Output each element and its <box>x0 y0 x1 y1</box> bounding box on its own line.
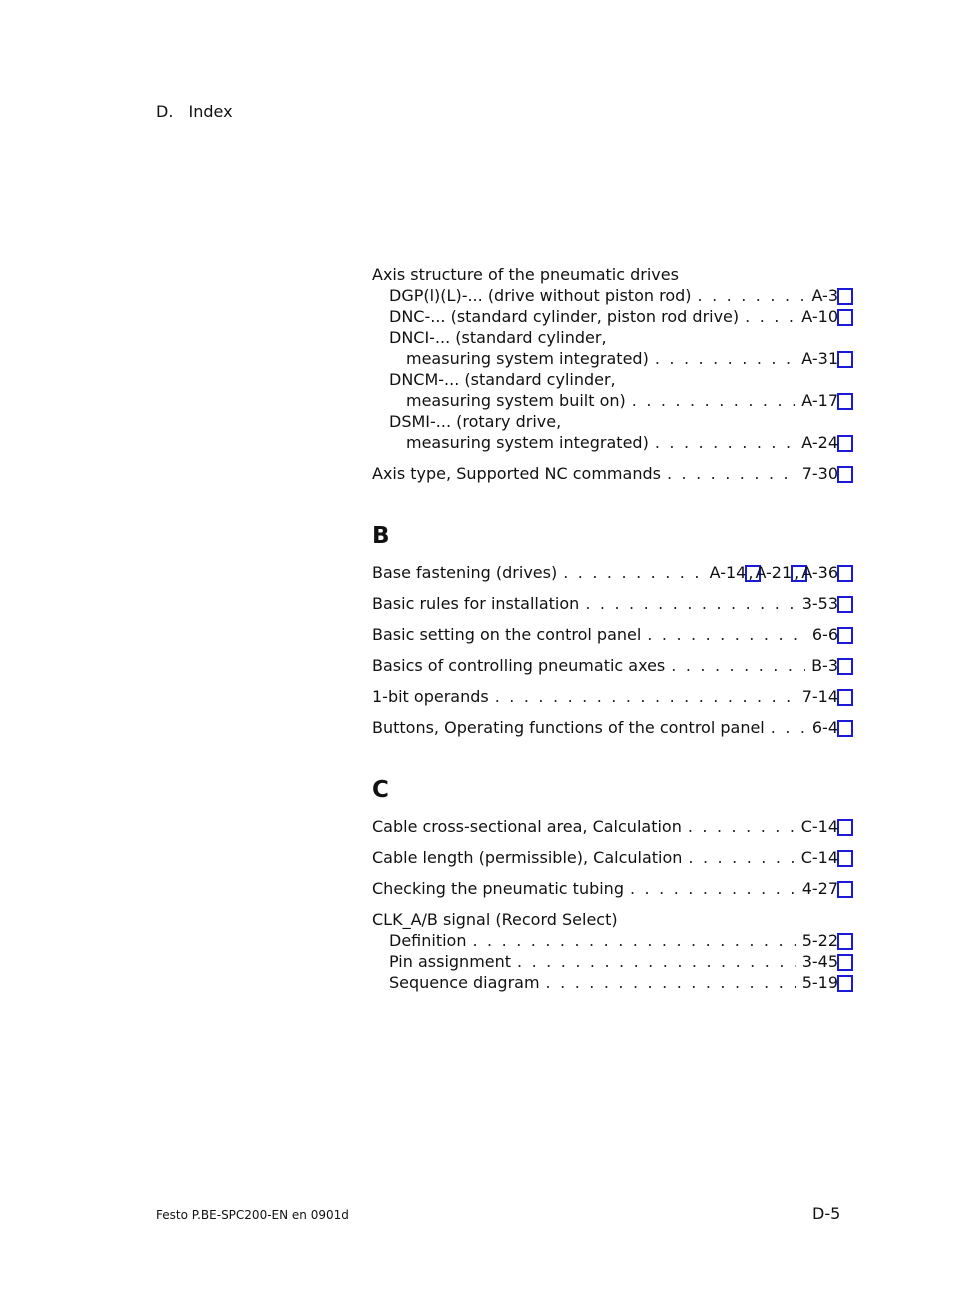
link-box <box>837 658 853 675</box>
page-ref-text: 5-22 <box>801 931 838 950</box>
index-line <box>372 285 852 306</box>
entry-gap <box>372 614 852 624</box>
page-ref-link[interactable] <box>801 847 838 868</box>
dot-leader <box>688 847 794 868</box>
section-title: Index <box>188 102 233 121</box>
footer-publisher: Festo P.BE-SPC200-EN en 0901d <box>156 1208 349 1222</box>
entry-text: Axis type, Supported NC commands <box>372 464 661 483</box>
index-section <box>372 764 852 1003</box>
entry-gap <box>372 707 852 717</box>
entry-gap <box>372 453 852 463</box>
page-ref-text: C-14 <box>800 848 838 867</box>
page-refs <box>710 562 838 583</box>
entry-gap <box>372 837 852 847</box>
entry-text: measuring system built on) <box>406 391 626 410</box>
dot-leader <box>517 951 796 972</box>
page-ref-text: B-3 <box>811 656 838 675</box>
page-ref-link[interactable] <box>812 717 838 738</box>
dot-leader <box>472 930 795 951</box>
page-refs <box>801 348 838 369</box>
entry-text: CLK_A/B signal (Record Select) <box>372 910 618 929</box>
dot-leader <box>698 285 806 306</box>
page-refs <box>811 655 838 676</box>
running-header <box>156 102 233 121</box>
index-entry <box>372 562 852 583</box>
dot-leader <box>771 717 806 738</box>
page-ref-text: 5-19 <box>801 973 838 992</box>
page-refs <box>811 285 838 306</box>
link-box <box>837 309 853 326</box>
dot-leader <box>585 593 795 614</box>
index-line <box>372 562 852 583</box>
index-line <box>372 816 852 837</box>
page-ref-text: A-24 <box>801 433 838 452</box>
page-ref-text: 7-14 <box>801 687 838 706</box>
link-box <box>837 975 853 992</box>
entry-text: DNC-... (standard cylinder, piston rod drive) <box>389 307 740 326</box>
link-box <box>837 393 853 410</box>
index-line <box>372 686 852 707</box>
page-ref-text: A-3 <box>811 286 838 305</box>
link-box <box>837 881 853 898</box>
page-ref-link[interactable] <box>812 624 838 645</box>
page-refs <box>802 878 838 899</box>
entry-gap <box>372 738 852 748</box>
page-refs <box>801 390 838 411</box>
page-refs <box>812 624 838 645</box>
entry-gap <box>372 484 852 494</box>
page-refs <box>801 432 838 453</box>
page-ref-link[interactable] <box>811 285 838 306</box>
page-ref-text: 6-4 <box>811 718 838 737</box>
page-number: D-5 <box>812 1204 841 1223</box>
dot-leader <box>655 348 795 369</box>
ref-separator: , <box>748 563 754 582</box>
entry-text: DNCM-... (standard cylinder, <box>389 370 616 389</box>
entry-gap <box>372 868 852 878</box>
page-ref-link[interactable] <box>710 562 747 583</box>
page-refs <box>802 463 838 484</box>
index-entry <box>372 816 852 837</box>
entry-text: Basic rules for installation <box>372 594 580 613</box>
page-ref-link[interactable] <box>802 686 838 707</box>
index-line <box>372 264 852 285</box>
link-box <box>837 627 853 644</box>
page-ref-link[interactable] <box>802 593 838 614</box>
index-line <box>372 593 852 614</box>
index-line <box>372 717 852 738</box>
entry-gap <box>372 993 852 1003</box>
page-ref-link[interactable] <box>802 951 838 972</box>
link-box <box>837 351 853 368</box>
page-ref-text: A-17 <box>801 391 838 410</box>
index-section <box>372 510 852 748</box>
page-refs <box>801 816 838 837</box>
index-entry <box>372 593 852 614</box>
index-line <box>372 306 852 327</box>
entry-text: Cable length (permissible), Calculation <box>372 848 683 867</box>
index-entry <box>372 463 852 484</box>
entry-text: Definition <box>389 931 467 950</box>
dot-leader <box>671 655 805 676</box>
page-ref-text: A-21 <box>755 563 793 582</box>
page-ref-link[interactable] <box>801 816 838 837</box>
link-box <box>837 819 853 836</box>
index-line <box>372 655 852 676</box>
page-ref-link[interactable] <box>802 930 838 951</box>
index-entry <box>372 624 852 645</box>
dot-leader <box>655 432 795 453</box>
dot-leader <box>495 686 796 707</box>
entry-text: measuring system integrated) <box>406 349 649 368</box>
page-ref-text: 3-45 <box>801 952 838 971</box>
index-entry <box>372 264 852 453</box>
index-line <box>372 463 852 484</box>
entry-text: DGP(l)(L)-... (drive without piston rod) <box>389 286 692 305</box>
index-entry <box>372 686 852 707</box>
entry-text: Buttons, Operating functions of the control panel <box>372 718 765 737</box>
page-ref-link[interactable] <box>801 390 838 411</box>
index-section <box>372 264 852 494</box>
page-refs <box>812 717 838 738</box>
page-ref-text: A-14 <box>709 563 747 582</box>
index-entry <box>372 717 852 738</box>
page-ref-link[interactable] <box>802 878 838 899</box>
entry-text: 1-bit operands <box>372 687 489 706</box>
dot-leader <box>647 624 806 645</box>
page-ref-link[interactable] <box>802 463 838 484</box>
link-box <box>837 596 853 613</box>
page-ref-text: 6-6 <box>811 625 838 644</box>
entry-text: Basic setting on the control panel <box>372 625 642 644</box>
entry-text: DNCI-... (standard cylinder, <box>389 328 607 347</box>
entry-text: Base fastening (drives) <box>372 563 558 582</box>
index-entry <box>372 878 852 899</box>
page-ref-link[interactable] <box>755 562 792 583</box>
page-ref-text: 7-30 <box>801 464 838 483</box>
page-refs <box>802 951 838 972</box>
index-line <box>372 878 852 899</box>
section-letter: B <box>372 523 390 549</box>
page-refs <box>802 593 838 614</box>
link-box <box>837 565 853 582</box>
index-line <box>372 327 852 348</box>
dot-leader <box>546 972 796 993</box>
index-line <box>372 624 852 645</box>
index-list <box>372 264 852 1003</box>
link-box <box>837 466 853 483</box>
index-line <box>372 369 852 390</box>
index-entry <box>372 655 852 676</box>
page-ref-link[interactable] <box>801 562 838 583</box>
index-line <box>372 909 852 930</box>
entry-gap <box>372 583 852 593</box>
entry-text: Cable cross-sectional area, Calculation <box>372 817 682 836</box>
page-refs <box>801 306 838 327</box>
index-line <box>372 930 852 951</box>
dot-leader <box>632 390 796 411</box>
entry-text: Axis structure of the pneumatic drives <box>372 265 679 284</box>
entry-gap <box>372 645 852 655</box>
section-number: D. <box>156 102 174 121</box>
index-line <box>372 972 852 993</box>
entry-text: measuring system integrated) <box>406 433 649 452</box>
entry-text: Sequence diagram <box>389 973 540 992</box>
index-line <box>372 411 852 432</box>
index-line <box>372 951 852 972</box>
page-ref-link[interactable] <box>801 432 838 453</box>
page-refs <box>802 972 838 993</box>
dot-leader <box>688 816 795 837</box>
page-ref-text: A-10 <box>801 307 838 326</box>
index-entry <box>372 847 852 868</box>
page-ref-text: 3-53 <box>801 594 838 613</box>
dot-leader <box>630 878 796 899</box>
page-refs <box>801 847 838 868</box>
index-line <box>372 432 852 453</box>
index-line <box>372 847 852 868</box>
section-letter: C <box>372 777 389 803</box>
link-box <box>837 689 853 706</box>
entry-text: Pin assignment <box>389 952 512 971</box>
link-box <box>837 954 853 971</box>
entry-text: Basics of controlling pneumatic axes <box>372 656 666 675</box>
entry-gap <box>372 676 852 686</box>
page-ref-link[interactable] <box>801 348 838 369</box>
link-box <box>837 933 853 950</box>
page-ref-text: A-36 <box>801 563 838 582</box>
index-line <box>372 390 852 411</box>
link-box <box>837 435 853 452</box>
ref-separator: , <box>794 563 800 582</box>
page-ref-text: 4-27 <box>801 879 838 898</box>
page-ref-link[interactable] <box>801 306 838 327</box>
link-box <box>837 850 853 867</box>
dot-leader <box>563 562 703 583</box>
page-refs <box>802 930 838 951</box>
dot-leader <box>745 306 795 327</box>
page-ref-link[interactable] <box>811 655 838 676</box>
page-ref-text: A-31 <box>801 349 838 368</box>
entry-text: Checking the pneumatic tubing <box>372 879 624 898</box>
page-ref-text: C-14 <box>800 817 838 836</box>
page-refs <box>802 686 838 707</box>
link-box <box>837 288 853 305</box>
dot-leader <box>667 463 796 484</box>
index-entry <box>372 909 852 993</box>
page-ref-link[interactable] <box>802 972 838 993</box>
entry-gap <box>372 899 852 909</box>
entry-text: DSMI-... (rotary drive, <box>389 412 562 431</box>
link-box <box>837 720 853 737</box>
index-line <box>372 348 852 369</box>
